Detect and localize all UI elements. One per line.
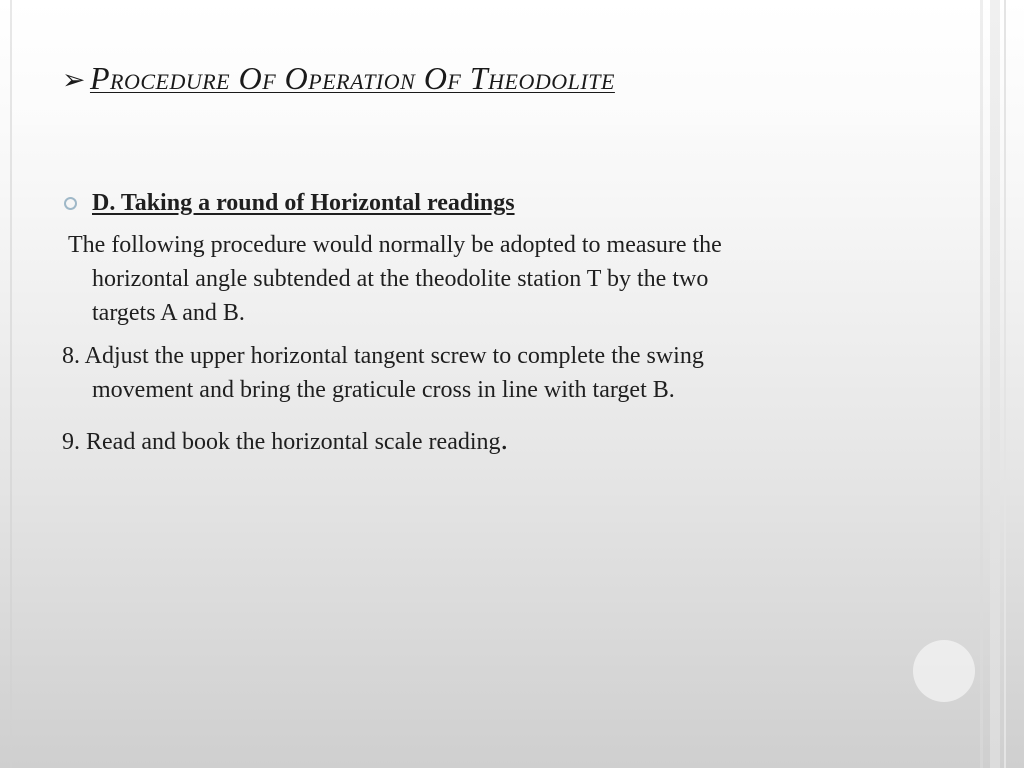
paragraph-line-3: targets A and B. bbox=[92, 300, 245, 326]
slide-right-border-line bbox=[1004, 0, 1006, 768]
step-9-period: . bbox=[500, 423, 509, 456]
paragraph-line-2: horizontal angle subtended at the theodolite station T by the two bbox=[92, 266, 709, 292]
arrow-bullet-icon: ➢ bbox=[62, 65, 86, 96]
paragraph-line-1: The following procedure would normally be adopted to measure the bbox=[68, 232, 722, 258]
section-heading: D. Taking a round of Horizontal readings bbox=[92, 190, 515, 216]
step-9-text: 9. Read and book the horizontal scale reading bbox=[62, 429, 501, 455]
slide-nav-circle[interactable] bbox=[913, 640, 975, 702]
slide-right-edge bbox=[980, 0, 983, 768]
slide-title bbox=[62, 60, 962, 97]
slide-right-border bbox=[990, 0, 1000, 768]
step-8-line-1: 8. Adjust the upper horizontal tangent screw to complete the swing bbox=[62, 343, 704, 369]
step-9-line bbox=[62, 423, 508, 459]
slide-title-text: Procedure Of Operation Of Theodolite bbox=[89, 60, 615, 96]
ring-bullet-icon bbox=[64, 197, 77, 210]
step-8-line-2: movement and bring the graticule cross in line with target B. bbox=[92, 377, 675, 403]
